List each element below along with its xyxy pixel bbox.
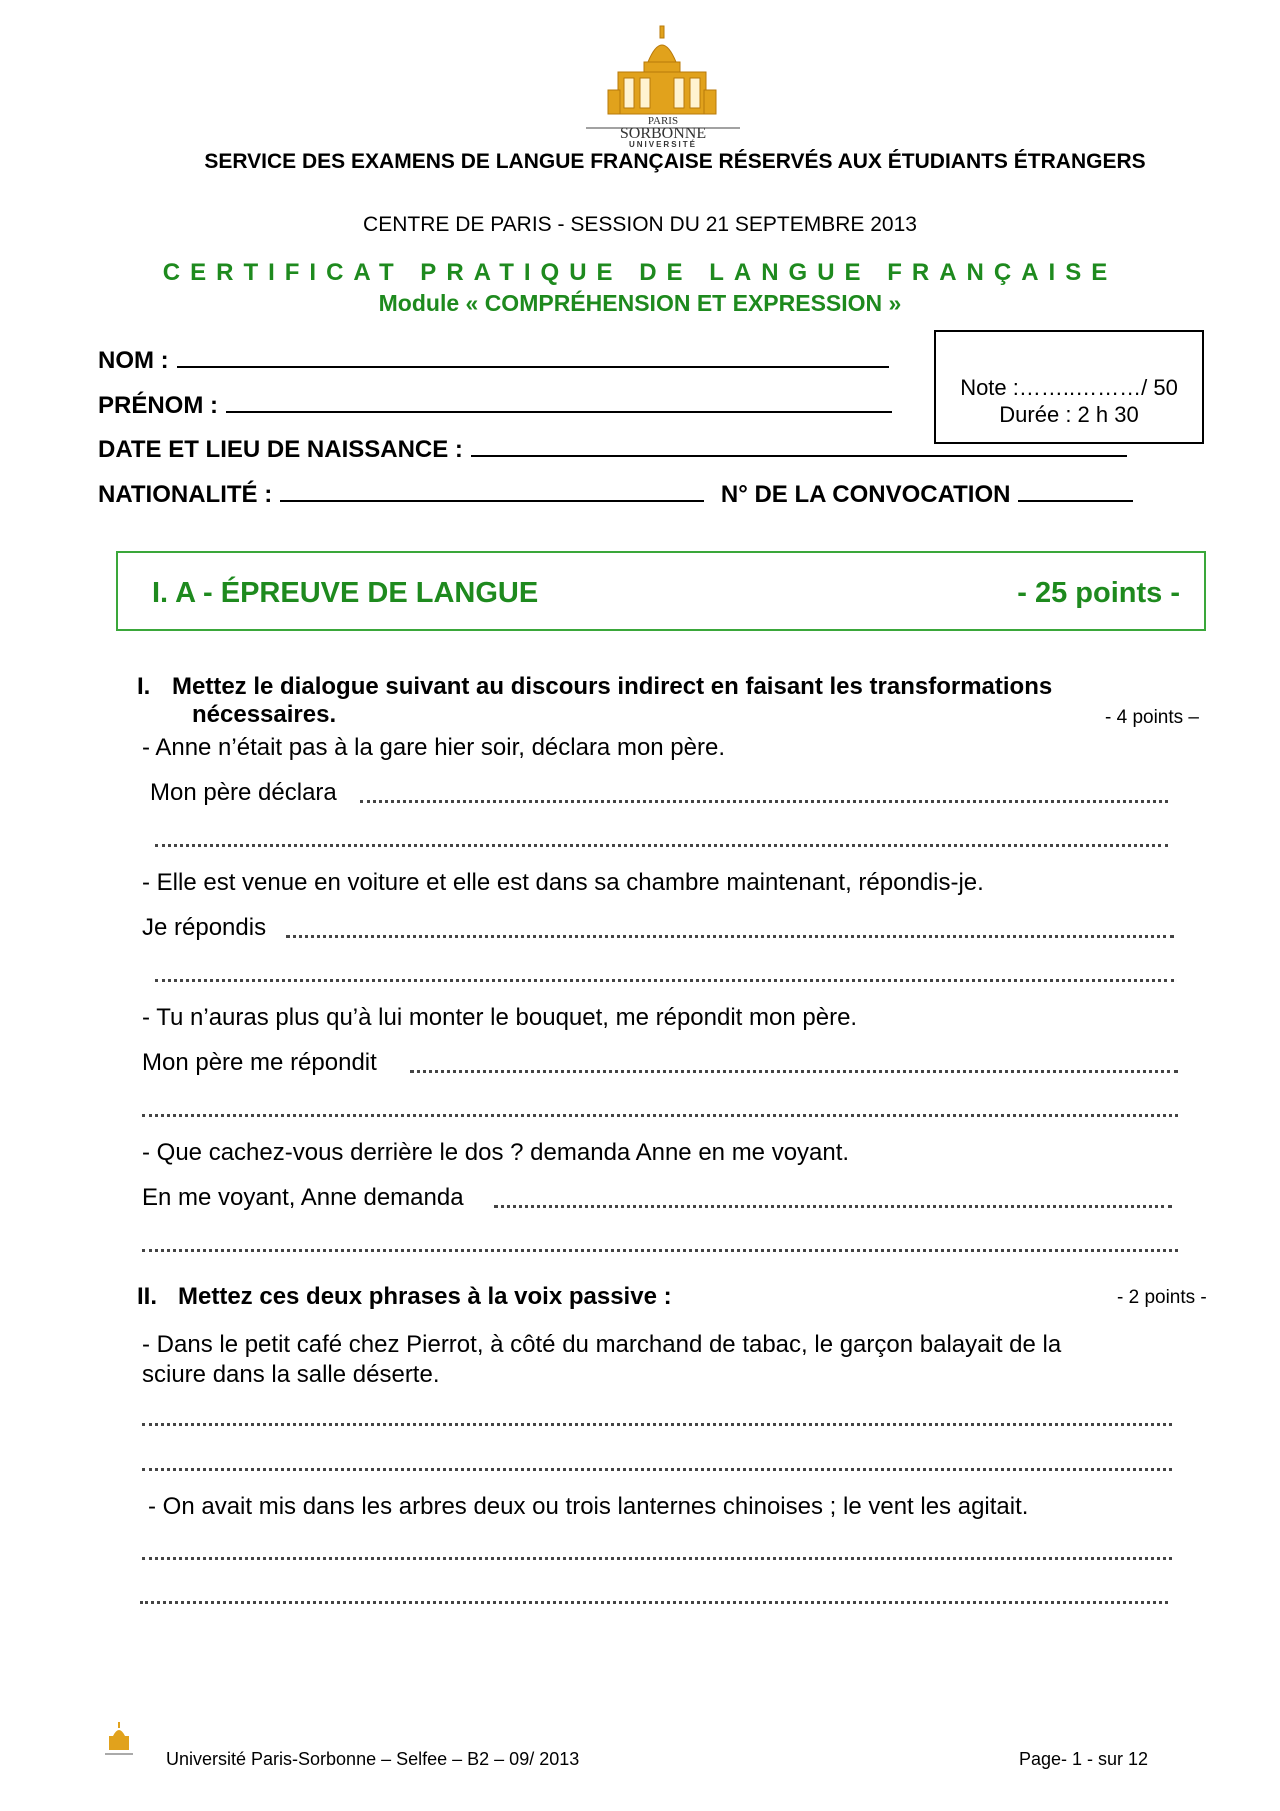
sorbonne-logo bbox=[578, 22, 748, 148]
ex1-item4-answer-line1[interactable] bbox=[494, 1205, 1172, 1208]
ex2-sentence1-answer-line1[interactable] bbox=[142, 1423, 1172, 1426]
ex2-sentence1-line2: sciure dans la salle déserte. bbox=[142, 1361, 440, 1388]
certificate-title: CERTIFICAT PRATIQUE DE LANGUE FRANÇAISE bbox=[162, 259, 1118, 286]
ex1-item1-answer-line2[interactable] bbox=[155, 844, 1168, 847]
section-points: - 25 points - bbox=[1017, 577, 1180, 609]
nationality-field[interactable] bbox=[98, 480, 1133, 509]
module-title: Module « COMPRÉHENSION ET EXPRESSION » bbox=[378, 290, 902, 316]
exercise1-number: I. bbox=[137, 673, 151, 700]
logo-text-sorbonne: SORBONNE bbox=[619, 125, 707, 142]
prenom-input-line[interactable] bbox=[226, 391, 892, 413]
nom-label: NOM : bbox=[98, 347, 169, 374]
note-text: Note :……..………/ 50 bbox=[960, 375, 1178, 400]
birth-label: DATE ET LIEU DE NAISSANCE : bbox=[98, 436, 463, 463]
session-line: CENTRE DE PARIS - SESSION DU 21 SEPTEMBRE 2013 bbox=[363, 213, 917, 236]
nationality-label: NATIONALITÉ : bbox=[98, 481, 273, 508]
convocation-label: N° DE LA CONVOCATION bbox=[720, 481, 1011, 508]
section-title: I. A - ÉPREUVE DE LANGUE bbox=[152, 577, 539, 609]
prenom-field[interactable] bbox=[98, 391, 892, 420]
ex1-item4-answer-line2[interactable] bbox=[142, 1249, 1178, 1252]
grade-box bbox=[934, 330, 1204, 444]
ex1-item3-answer-line2[interactable] bbox=[142, 1114, 1178, 1117]
exercise2-number: II. bbox=[137, 1283, 158, 1310]
ex1-item2-prompt: - Elle est venue en voiture et elle est dans sa chambre maintenant, répondis-je. bbox=[142, 869, 984, 896]
ex1-item2-answer-label: Je répondis bbox=[142, 914, 267, 941]
ex2-sentence2-answer-line2[interactable] bbox=[140, 1601, 1168, 1604]
footer-text: Université Paris-Sorbonne – Selfee – B2 – 09/ 2013 bbox=[166, 1749, 580, 1769]
ex2-sentence1-line1: - Dans le petit café chez Pierrot, à côté du marchand de tabac, le garçon balayait de la bbox=[142, 1331, 1062, 1358]
ex2-sentence2: - On avait mis dans les arbres deux ou trois lanternes chinoises ; le vent les agitait. bbox=[148, 1493, 1029, 1520]
logo-text-universite: UNIVERSITÉ bbox=[628, 140, 698, 148]
ex1-item1-answer-label: Mon père déclara bbox=[150, 779, 337, 806]
footer-logo bbox=[102, 1720, 136, 1760]
ex1-item4-answer-label: En me voyant, Anne demanda bbox=[142, 1184, 464, 1211]
ex1-item3-answer-line1[interactable] bbox=[410, 1070, 1178, 1073]
section-header bbox=[116, 551, 1206, 631]
ex1-item4-prompt: - Que cachez-vous derrière le dos ? demanda Anne en me voyant. bbox=[142, 1139, 850, 1166]
prenom-label: PRÉNOM : bbox=[98, 392, 218, 419]
ex1-item1-answer-line1[interactable] bbox=[360, 800, 1168, 803]
nom-field[interactable] bbox=[98, 346, 889, 375]
ex1-item3-prompt: - Tu n’auras plus qu’à lui monter le bouquet, me répondit mon père. bbox=[142, 1004, 858, 1031]
exercise1-instruction-line2: nécessaires. bbox=[192, 701, 337, 728]
ex1-item2-answer-line2[interactable] bbox=[155, 979, 1174, 982]
service-heading: SERVICE DES EXAMENS DE LANGUE FRANÇAISE RÉSERVÉS AUX ÉTUDIANTS ÉTRANGERS bbox=[204, 150, 1146, 173]
ex1-item3-answer-label: Mon père me répondit bbox=[142, 1049, 377, 1076]
exercise1-instruction-line1: Mettez le dialogue suivant au discours indirect en faisant les transformations bbox=[172, 673, 1053, 700]
nom-input-line[interactable] bbox=[177, 346, 889, 368]
exercise1-points: - 4 points – bbox=[1105, 707, 1199, 728]
duration-text: Durée : 2 h 30 bbox=[999, 402, 1139, 427]
ex1-item2-answer-line1[interactable] bbox=[286, 935, 1174, 938]
ex1-item1-prompt: - Anne n’était pas à la gare hier soir, déclara mon père. bbox=[142, 734, 726, 761]
convocation-input-line[interactable] bbox=[1018, 480, 1133, 502]
page-number: Page- 1 - sur 12 bbox=[1019, 1749, 1149, 1769]
exercise2-points: - 2 points - bbox=[1117, 1287, 1207, 1308]
exercise2-instruction: Mettez ces deux phrases à la voix passive : bbox=[178, 1283, 672, 1310]
nationality-input-line[interactable] bbox=[280, 480, 704, 502]
logo-text-paris: PARIS bbox=[647, 115, 679, 127]
ex2-sentence1-answer-line2[interactable] bbox=[142, 1468, 1172, 1471]
ex2-sentence2-answer-line1[interactable] bbox=[142, 1557, 1172, 1560]
